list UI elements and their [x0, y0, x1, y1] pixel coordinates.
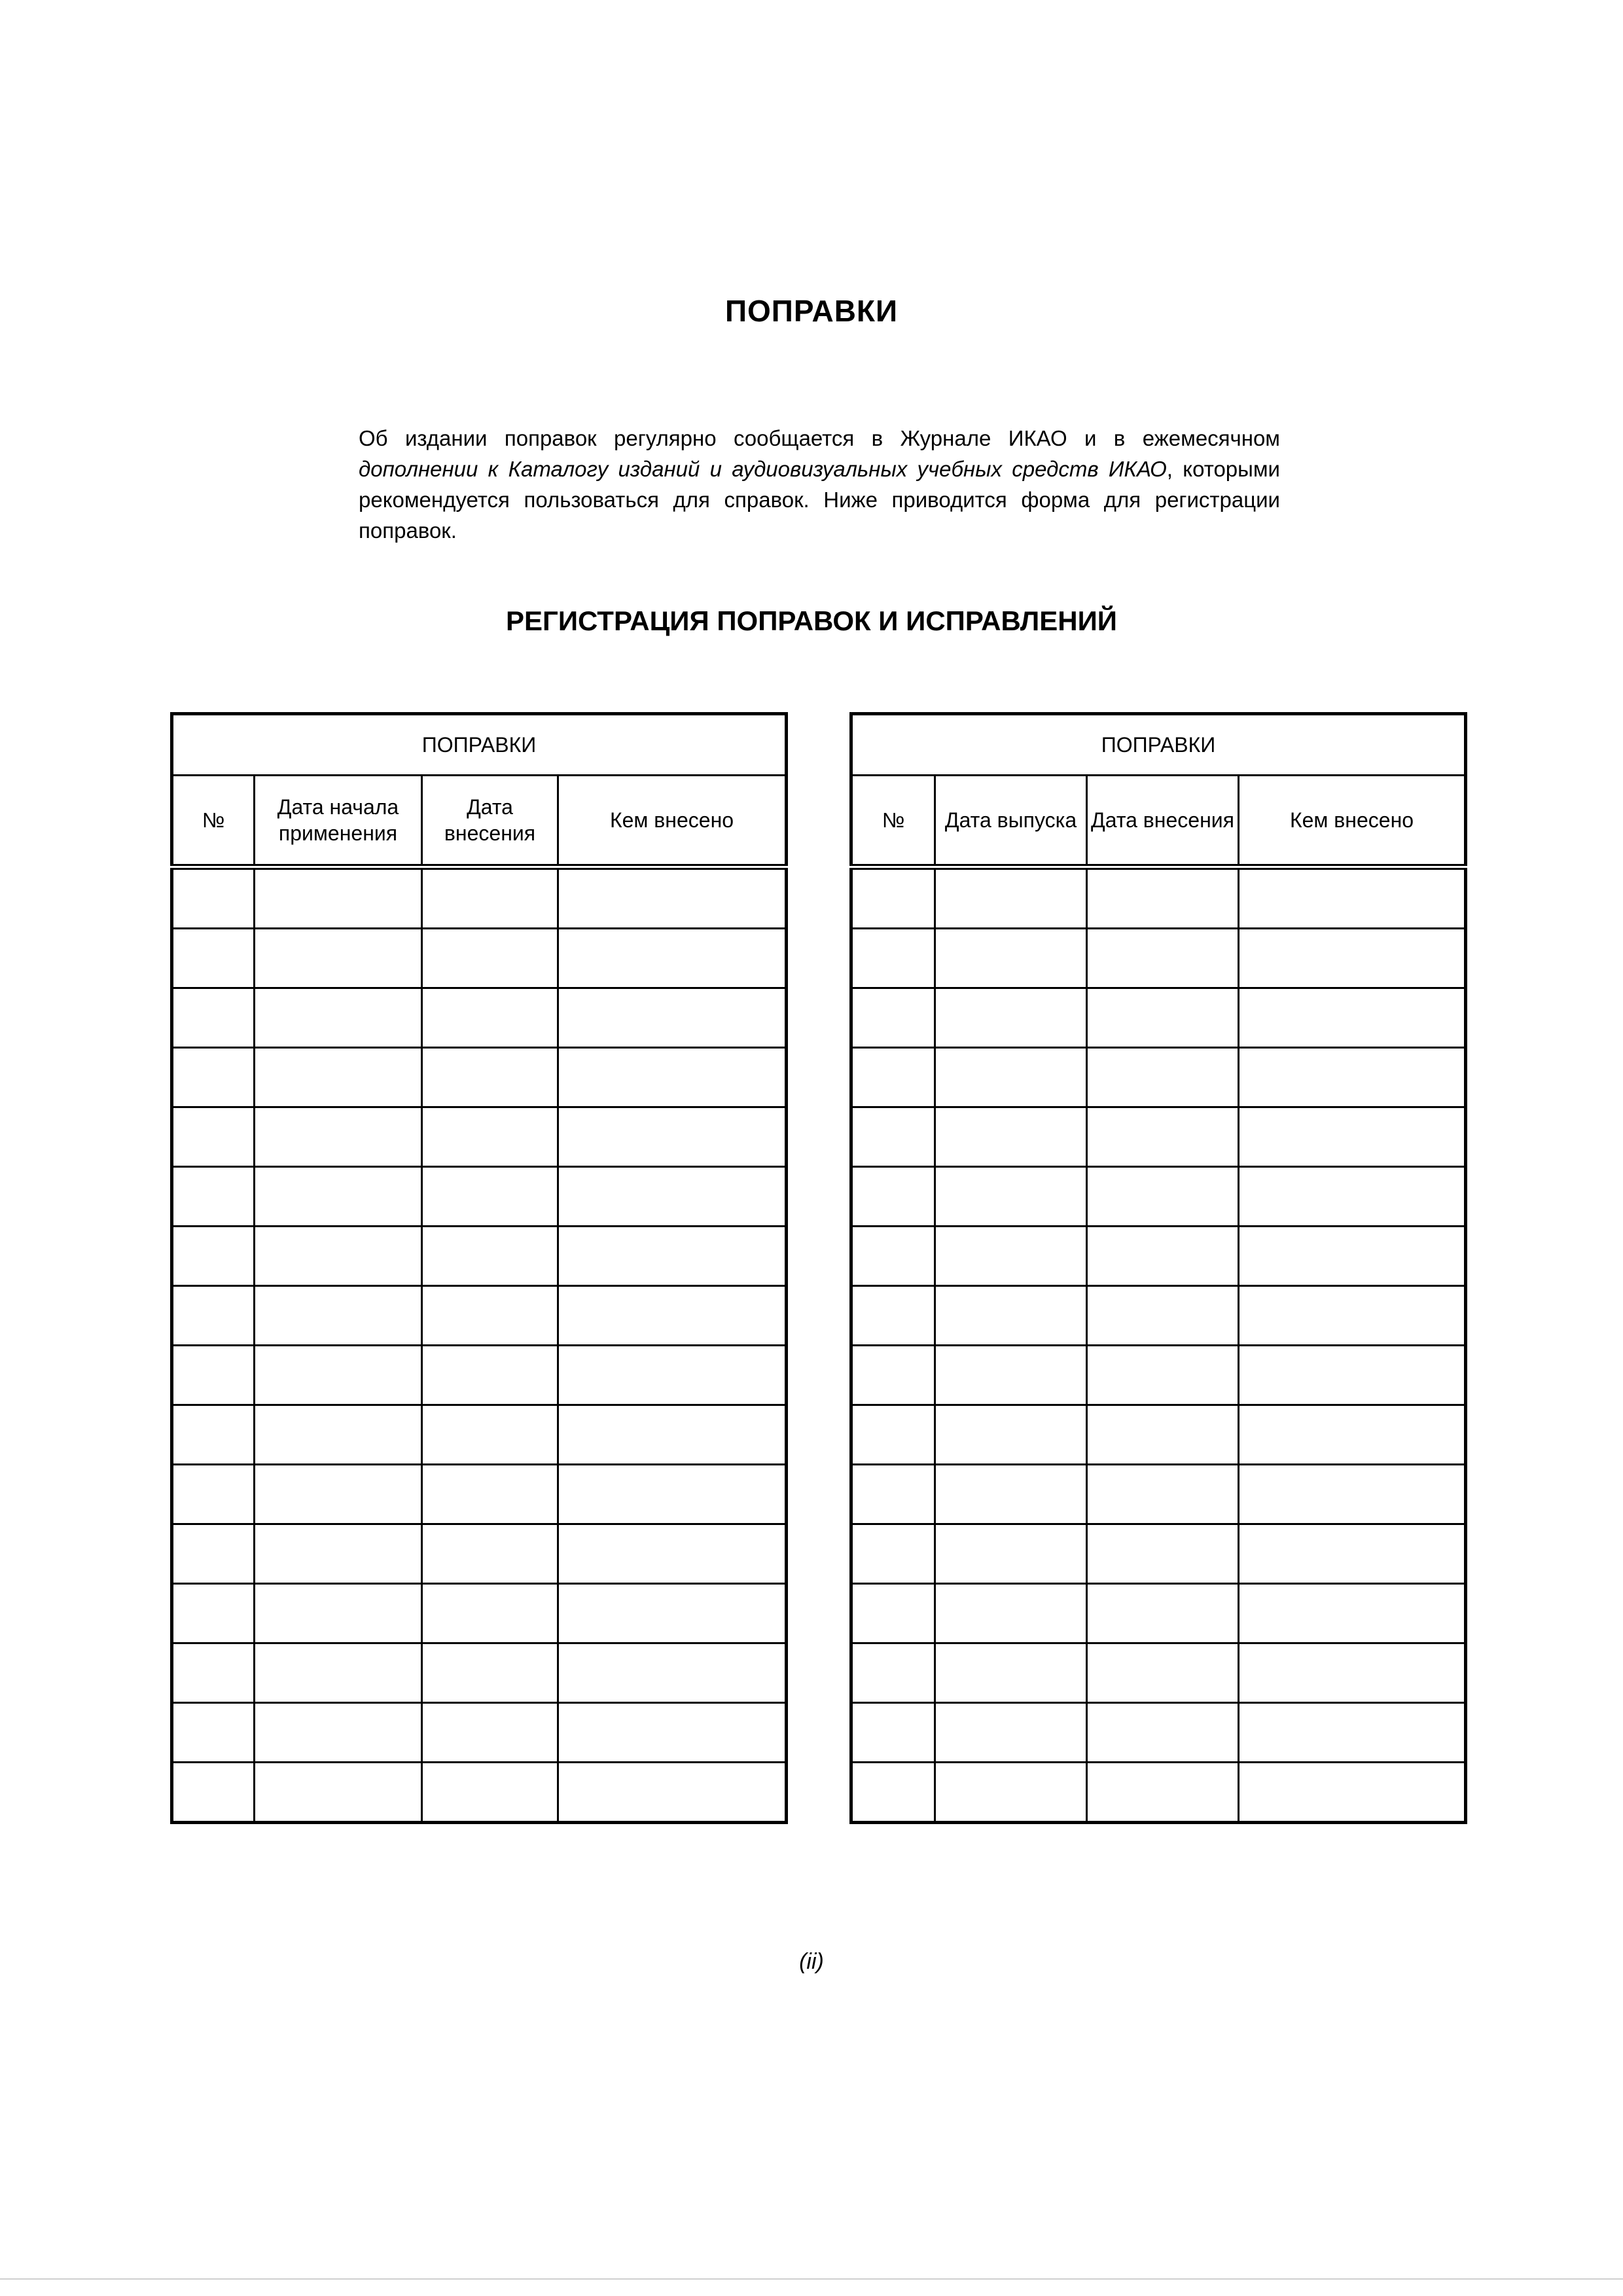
date-cell-2 [1087, 1227, 1239, 1286]
number-cell [851, 1465, 935, 1524]
entered-by-cell [558, 1107, 787, 1167]
date-cell-1 [935, 1584, 1087, 1643]
entered-by-cell [1239, 1405, 1466, 1465]
number-cell [172, 1107, 255, 1167]
date-cell-1 [255, 929, 422, 988]
number-cell [172, 988, 255, 1048]
date-cell-2 [1087, 1167, 1239, 1227]
column-header-entry-date: Дата внесения [422, 776, 558, 867]
date-cell-2 [1087, 867, 1239, 929]
date-cell-1 [255, 1107, 422, 1167]
table-row [851, 1643, 1466, 1703]
date-cell-1 [935, 1643, 1087, 1703]
date-cell-2 [422, 1643, 558, 1703]
date-cell-1 [935, 1524, 1087, 1584]
date-cell-1 [255, 1584, 422, 1643]
date-cell-1 [935, 1227, 1087, 1286]
number-cell [851, 1286, 935, 1346]
table-row [851, 1465, 1466, 1524]
date-cell-2 [422, 988, 558, 1048]
table-row [172, 1643, 787, 1703]
date-cell-2 [422, 929, 558, 988]
table-row [172, 1584, 787, 1643]
number-cell [851, 1107, 935, 1167]
table-row [172, 867, 787, 929]
entered-by-cell [1239, 1524, 1466, 1584]
entered-by-cell [558, 988, 787, 1048]
column-header-number: № [172, 776, 255, 867]
number-cell [851, 1167, 935, 1227]
number-cell [172, 1405, 255, 1465]
entered-by-cell [1239, 1107, 1466, 1167]
intro-text-italic: дополнении к Каталогу изданий и аудиовизуальных учебных средств ИКАО [359, 457, 1167, 481]
table-row [172, 1048, 787, 1107]
table-row [851, 988, 1466, 1048]
number-cell [851, 1643, 935, 1703]
intro-paragraph [359, 423, 1280, 546]
date-cell-1 [935, 1286, 1087, 1346]
table-row [172, 1703, 787, 1763]
entered-by-cell [1239, 929, 1466, 988]
entered-by-cell [558, 1703, 787, 1763]
date-cell-1 [935, 867, 1087, 929]
number-cell [172, 1763, 255, 1823]
date-cell-1 [255, 1227, 422, 1286]
column-header-number: № [851, 776, 935, 867]
number-cell [172, 1643, 255, 1703]
number-cell [851, 867, 935, 929]
date-cell-1 [935, 1048, 1087, 1107]
table-row [172, 1107, 787, 1167]
table-row [851, 867, 1466, 929]
entered-by-cell [1239, 1227, 1466, 1286]
date-cell-1 [255, 1405, 422, 1465]
entered-by-cell [558, 1465, 787, 1524]
number-cell [851, 1405, 935, 1465]
date-cell-2 [422, 1286, 558, 1346]
date-cell-2 [422, 867, 558, 929]
table-caption: ПОПРАВКИ [851, 714, 1466, 776]
entered-by-cell [1239, 1703, 1466, 1763]
page-number: (ii) [799, 1949, 824, 1974]
date-cell-2 [422, 1107, 558, 1167]
date-cell-1 [255, 1286, 422, 1346]
entered-by-cell [558, 1286, 787, 1346]
intro-text-part1: Об издании поправок регулярно сообщается в Журнале ИКАО и в ежемесячном [359, 426, 1280, 450]
date-cell-2 [1087, 1584, 1239, 1643]
table-row [172, 1346, 787, 1405]
date-cell-1 [935, 1107, 1087, 1167]
date-cell-1 [935, 1465, 1087, 1524]
date-cell-2 [422, 1227, 558, 1286]
number-cell [851, 1524, 935, 1584]
table-row [172, 1763, 787, 1823]
table-row [172, 1227, 787, 1286]
date-cell-2 [422, 1584, 558, 1643]
date-cell-2 [422, 1763, 558, 1823]
entered-by-cell [1239, 988, 1466, 1048]
table-row [851, 1584, 1466, 1643]
number-cell [172, 867, 255, 929]
number-cell [851, 1584, 935, 1643]
date-cell-1 [255, 1643, 422, 1703]
entered-by-cell [1239, 1465, 1466, 1524]
table-row [851, 1405, 1466, 1465]
date-cell-1 [255, 1703, 422, 1763]
date-cell-2 [1087, 1703, 1239, 1763]
table-row [851, 1346, 1466, 1405]
column-header-entry-date: Дата внесения [1087, 776, 1239, 867]
date-cell-2 [422, 1167, 558, 1227]
table-row [172, 1167, 787, 1227]
table-row [172, 1405, 787, 1465]
date-cell-2 [422, 1346, 558, 1405]
section-title: РЕГИСТРАЦИЯ ПОПРАВОК И ИСПРАВЛЕНИЙ [506, 605, 1117, 636]
table-body-left [172, 867, 787, 1823]
table-row [851, 1167, 1466, 1227]
column-header-entered-by: Кем внесено [1239, 776, 1466, 867]
entered-by-cell [1239, 1048, 1466, 1107]
number-cell [172, 929, 255, 988]
page-bottom-edge [0, 2278, 1623, 2280]
table-caption: ПОПРАВКИ [172, 714, 787, 776]
date-cell-2 [1087, 1405, 1239, 1465]
entered-by-cell [1239, 1584, 1466, 1643]
date-cell-1 [935, 929, 1087, 988]
entered-by-cell [558, 1167, 787, 1227]
entered-by-cell [1239, 1763, 1466, 1823]
date-cell-2 [1087, 1048, 1239, 1107]
entered-by-cell [558, 1346, 787, 1405]
table-row [851, 1763, 1466, 1823]
date-cell-1 [935, 1763, 1087, 1823]
date-cell-2 [1087, 1286, 1239, 1346]
date-cell-1 [935, 988, 1087, 1048]
entered-by-cell [1239, 1167, 1466, 1227]
number-cell [851, 988, 935, 1048]
date-cell-1 [255, 1763, 422, 1823]
column-header-issue-date: Дата выпуска [935, 776, 1087, 867]
table-row [172, 1286, 787, 1346]
number-cell [172, 1524, 255, 1584]
number-cell [851, 1227, 935, 1286]
number-cell [172, 1286, 255, 1346]
table-row [851, 1107, 1466, 1167]
amendments-table-right [849, 712, 1467, 1824]
date-cell-2 [422, 1465, 558, 1524]
entered-by-cell [558, 1227, 787, 1286]
date-cell-2 [422, 1524, 558, 1584]
number-cell [172, 1703, 255, 1763]
entered-by-cell [1239, 1286, 1466, 1346]
date-cell-1 [255, 1167, 422, 1227]
date-cell-2 [422, 1405, 558, 1465]
entered-by-cell [1239, 867, 1466, 929]
date-cell-1 [255, 988, 422, 1048]
date-cell-1 [935, 1405, 1087, 1465]
table-row [851, 1286, 1466, 1346]
date-cell-2 [1087, 1465, 1239, 1524]
date-cell-2 [1087, 1346, 1239, 1405]
column-header-effective-date: Дата начала применения [255, 776, 422, 867]
table-row [851, 1524, 1466, 1584]
date-cell-1 [935, 1167, 1087, 1227]
entered-by-cell [558, 1643, 787, 1703]
entered-by-cell [558, 1524, 787, 1584]
number-cell [172, 1227, 255, 1286]
date-cell-2 [1087, 1763, 1239, 1823]
number-cell [851, 1763, 935, 1823]
number-cell [172, 1167, 255, 1227]
table-row [851, 1048, 1466, 1107]
date-cell-2 [1087, 929, 1239, 988]
page-title: ПОПРАВКИ [724, 294, 899, 328]
table-row [172, 988, 787, 1048]
column-header-entered-by: Кем внесено [558, 776, 787, 867]
date-cell-2 [422, 1703, 558, 1763]
date-cell-2 [1087, 988, 1239, 1048]
number-cell [851, 1703, 935, 1763]
entered-by-cell [558, 1048, 787, 1107]
entered-by-cell [1239, 1346, 1466, 1405]
date-cell-1 [255, 1048, 422, 1107]
date-cell-1 [935, 1703, 1087, 1763]
amendments-table-left [170, 712, 788, 1824]
table-row [851, 1703, 1466, 1763]
table-row [172, 929, 787, 988]
date-cell-1 [255, 1465, 422, 1524]
table-row [851, 1227, 1466, 1286]
table-row [851, 929, 1466, 988]
date-cell-1 [255, 1524, 422, 1584]
table-row [172, 1465, 787, 1524]
date-cell-1 [255, 1346, 422, 1405]
entered-by-cell [558, 929, 787, 988]
number-cell [851, 1346, 935, 1405]
date-cell-2 [1087, 1524, 1239, 1584]
date-cell-2 [422, 1048, 558, 1107]
entered-by-cell [558, 1763, 787, 1823]
intro-text-part2: , которыми рекомендуется пользоваться для справок. Ниже приводится форма для регистрации поправок. [359, 457, 1280, 543]
date-cell-2 [1087, 1643, 1239, 1703]
entered-by-cell [558, 1584, 787, 1643]
number-cell [172, 1346, 255, 1405]
number-cell [851, 1048, 935, 1107]
date-cell-1 [255, 867, 422, 929]
number-cell [851, 929, 935, 988]
date-cell-1 [935, 1346, 1087, 1405]
number-cell [172, 1584, 255, 1643]
table-row [172, 1524, 787, 1584]
entered-by-cell [558, 1405, 787, 1465]
date-cell-2 [1087, 1107, 1239, 1167]
number-cell [172, 1465, 255, 1524]
number-cell [172, 1048, 255, 1107]
entered-by-cell [558, 867, 787, 929]
table-body-right [851, 867, 1466, 1823]
entered-by-cell [1239, 1643, 1466, 1703]
